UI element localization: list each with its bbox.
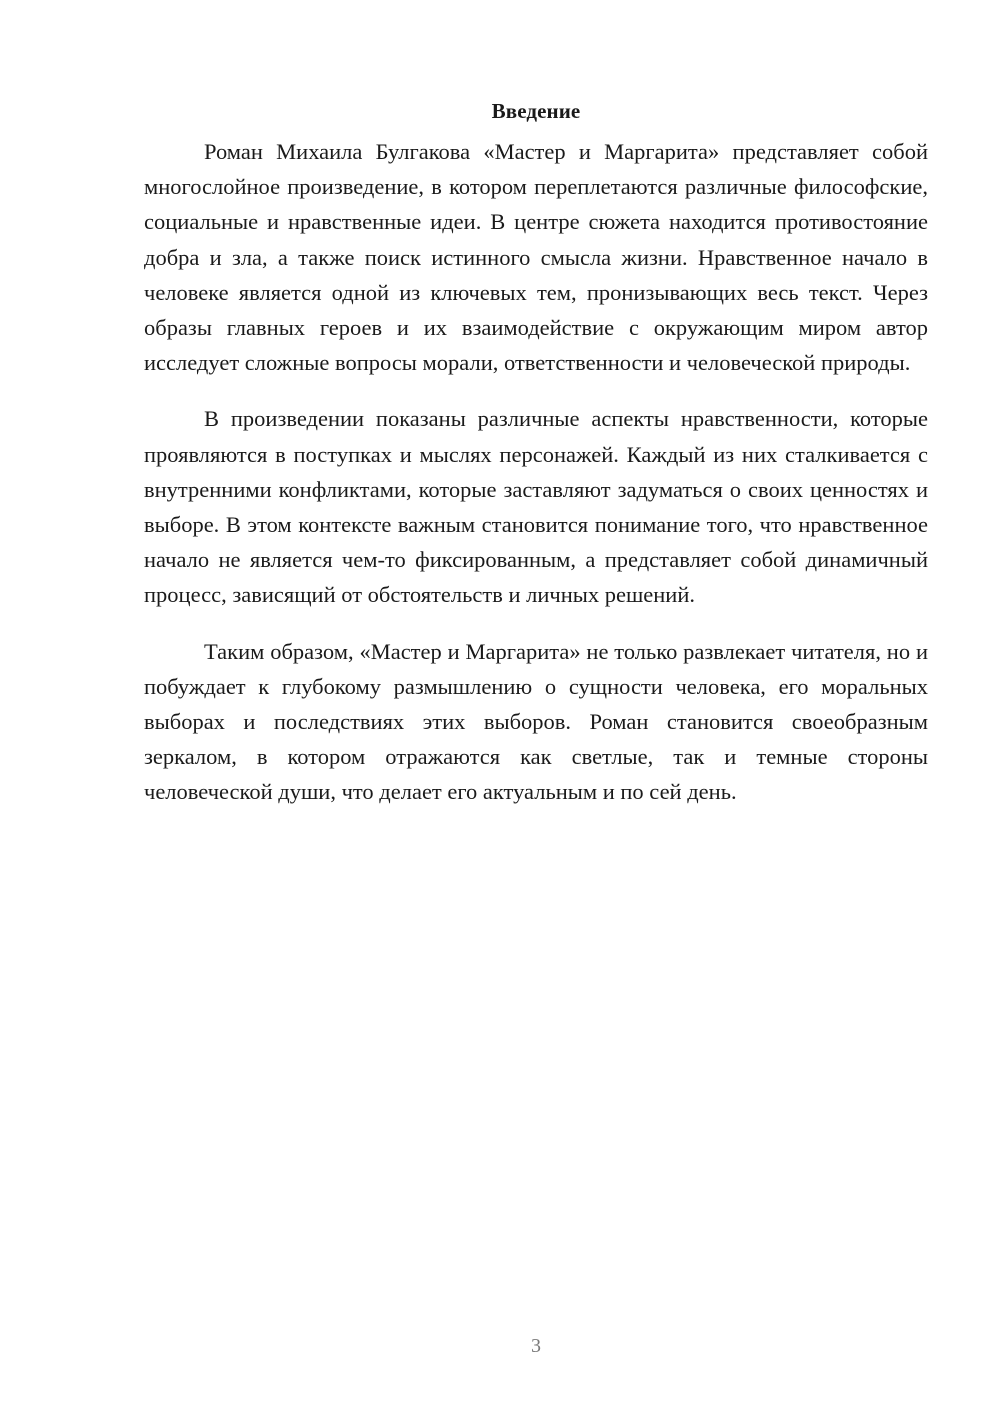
paragraph-1: Роман Михаила Булгакова «Мастер и Маргарита» представляет собой многослойное произведение, в котором переплетаются различные философские, социальные и нравственные идеи. В центре сюжета находится противостояние добра и зла, а также поиск истинного смысла жизни. Нравственное начало в человеке является одной из ключевых тем, пронизывающих весь текст. Через образы главных героев и их взаимодействие с окружающим миром автор исследует сложные вопросы морали, ответственности и человеческой природы. [144, 139, 928, 376]
page-number: 3 [531, 1335, 541, 1357]
page-content [144, 96, 928, 831]
paragraph-2: В произведении показаны различные аспекты нравственности, которые проявляются в поступках и мыслях персонажей. Каждый из них сталкивается с внутренними конфликтами, которые заставляют задуматься о своих ценностях и выборе. В этом контексте важным становится понимание того, что нравственное начало не является чем-то фиксированным, а представляет собой динамичный процесс, зависящий от обстоятельств и личных решений. [144, 406, 928, 608]
paragraph-3: Таким образом, «Мастер и Маргарита» не только развлекает читателя, но и побуждает к глубокому размышлению о сущности человека, его моральных выборах и последствиях этих выборов. Роман становится своеобразным зеркалом, в котором отражаются как светлые, так и темные стороны человеческой души, что делает его актуальным и по сей день. [144, 638, 928, 805]
section-heading: Введение [491, 99, 581, 123]
